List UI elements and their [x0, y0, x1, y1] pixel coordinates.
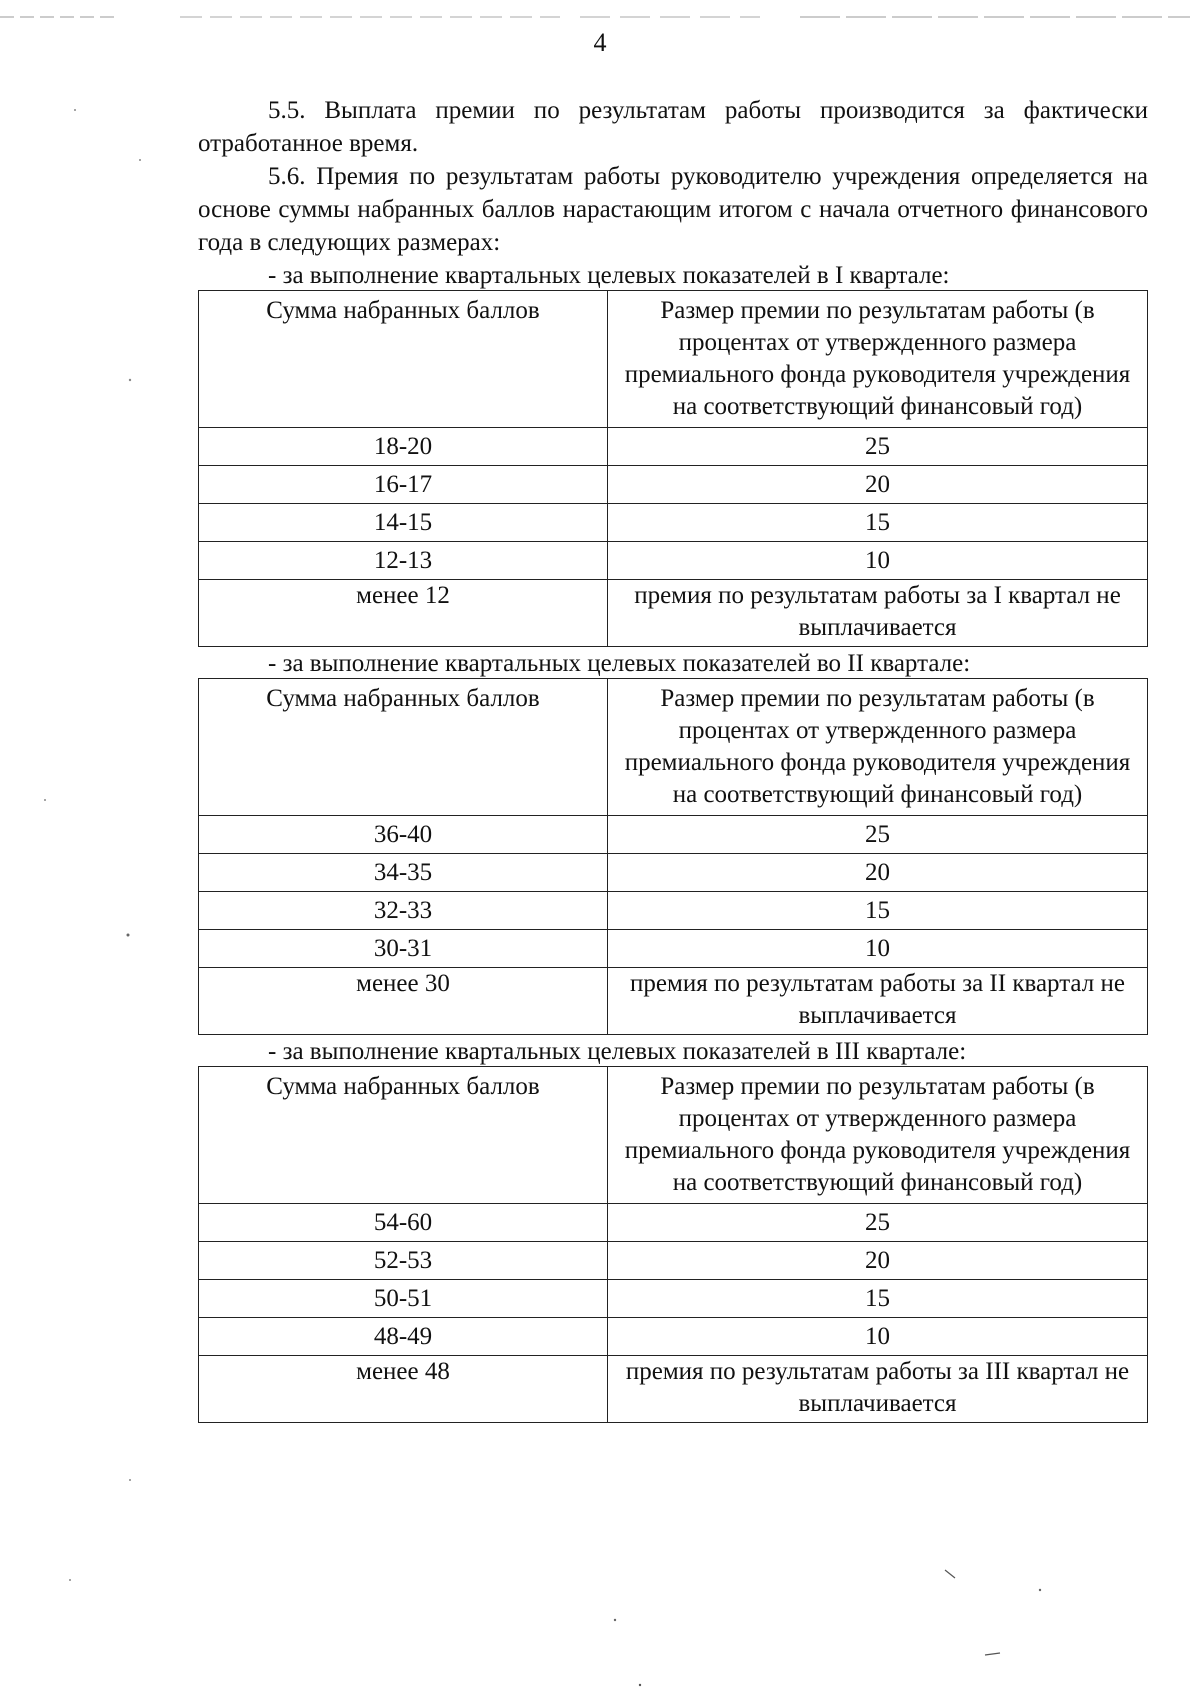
header-bonus-size: Размер премии по результатам работы (в процентах от утвержденного размера премиального фонда руководителя учреждения на соответствующий финансовый год) — [608, 291, 1148, 428]
table-row — [199, 930, 1148, 968]
bonus-cell: 25 — [608, 428, 1148, 466]
bonus-cell: премия по результатам работы за I квартал не выплачивается — [608, 580, 1148, 647]
table-row — [199, 542, 1148, 580]
bonus-cell: 15 — [608, 1280, 1148, 1318]
scan-top-edge — [0, 12, 1200, 22]
document-body — [198, 94, 1148, 1423]
table-header-row — [199, 679, 1148, 816]
bonus-cell: 20 — [608, 466, 1148, 504]
table-row — [199, 428, 1148, 466]
bonus-table-q3 — [198, 1066, 1148, 1423]
points-cell: 12-13 — [199, 542, 608, 580]
paragraph-5-6: 5.6. Премия по результатам работы руководителю учреждения определяется на основе суммы набранных баллов нарастающим итогом с начала отчетного финансового года в следующих размерах: — [198, 163, 1148, 256]
bonus-cell: 10 — [608, 542, 1148, 580]
points-cell: 18-20 — [199, 428, 608, 466]
bonus-cell: 20 — [608, 1242, 1148, 1280]
table-row — [199, 892, 1148, 930]
table-row — [199, 1204, 1148, 1242]
table-row-below-threshold — [199, 1356, 1148, 1423]
bonus-cell: 10 — [608, 930, 1148, 968]
table-2-heading: - за выполнение квартальных целевых показателей во II квартале: — [268, 650, 971, 677]
table-row — [199, 1280, 1148, 1318]
table-row — [199, 816, 1148, 854]
bonus-cell: 25 — [608, 816, 1148, 854]
bonus-cell: 10 — [608, 1318, 1148, 1356]
paragraph-5-5: 5.5. Выплата премии по результатам работы производится за фактически отработанное время. — [198, 97, 1148, 157]
header-points: Сумма набранных баллов — [199, 1067, 608, 1204]
bonus-cell: премия по результатам работы за III квартал не выплачивается — [608, 1356, 1148, 1423]
table-1-heading: - за выполнение квартальных целевых показателей в I квартале: — [268, 262, 950, 289]
table-3-heading: - за выполнение квартальных целевых показателей в III квартале: — [268, 1038, 967, 1065]
header-points: Сумма набранных баллов — [199, 291, 608, 428]
points-cell: 32-33 — [199, 892, 608, 930]
table-row — [199, 854, 1148, 892]
table-header-row — [199, 1067, 1148, 1204]
points-cell: 52-53 — [199, 1242, 608, 1280]
points-cell: 54-60 — [199, 1204, 608, 1242]
points-cell: 16-17 — [199, 466, 608, 504]
table-row — [199, 504, 1148, 542]
points-cell: 48-49 — [199, 1318, 608, 1356]
table-row — [199, 466, 1148, 504]
table-header-row — [199, 291, 1148, 428]
table-row-below-threshold — [199, 968, 1148, 1035]
header-bonus-size: Размер премии по результатам работы (в процентах от утвержденного размера премиального фонда руководителя учреждения на соответствующий финансовый год) — [608, 679, 1148, 816]
bonus-cell: 25 — [608, 1204, 1148, 1242]
points-cell: менее 48 — [199, 1356, 608, 1423]
table-row — [199, 1242, 1148, 1280]
points-cell: 30-31 — [199, 930, 608, 968]
points-cell: 34-35 — [199, 854, 608, 892]
bonus-table-q2 — [198, 678, 1148, 1035]
points-cell: 14-15 — [199, 504, 608, 542]
points-cell: 50-51 — [199, 1280, 608, 1318]
table-row — [199, 1318, 1148, 1356]
header-bonus-size: Размер премии по результатам работы (в процентах от утвержденного размера премиального фонда руководителя учреждения на соответствующий финансовый год) — [608, 1067, 1148, 1204]
points-cell: 36-40 — [199, 816, 608, 854]
bonus-table-q1 — [198, 290, 1148, 647]
points-cell: менее 30 — [199, 968, 608, 1035]
page-number: 4 — [593, 28, 607, 57]
bonus-cell: 15 — [608, 504, 1148, 542]
table-row-below-threshold — [199, 580, 1148, 647]
bonus-cell: 20 — [608, 854, 1148, 892]
bonus-cell: премия по результатам работы за II квартал не выплачивается — [608, 968, 1148, 1035]
header-points: Сумма набранных баллов — [199, 679, 608, 816]
bonus-cell: 15 — [608, 892, 1148, 930]
points-cell: менее 12 — [199, 580, 608, 647]
